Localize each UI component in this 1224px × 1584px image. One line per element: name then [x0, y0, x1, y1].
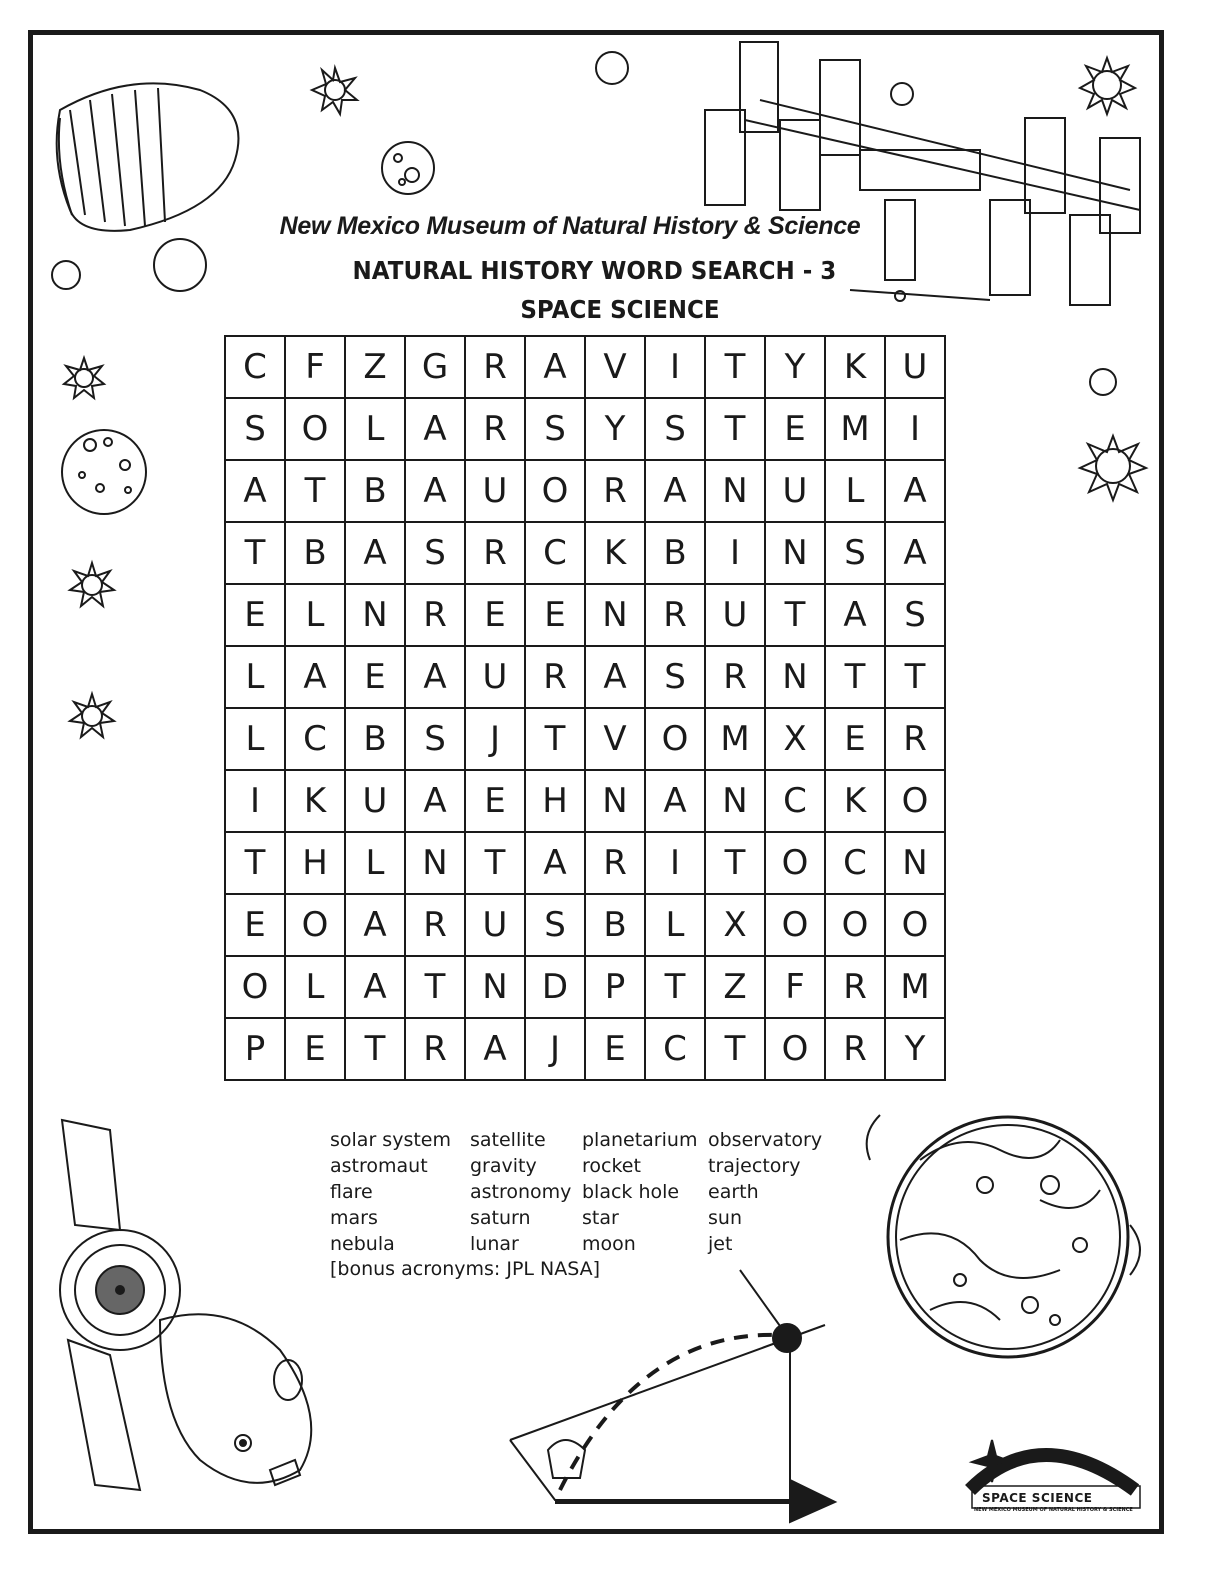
word-list-item: rocket	[582, 1155, 641, 1177]
grid-cell[interactable]: T	[466, 833, 526, 895]
grid-cell[interactable]: K	[826, 771, 886, 833]
grid-cell[interactable]: T	[526, 709, 586, 771]
grid-cell[interactable]: P	[586, 957, 646, 1019]
grid-cell[interactable]: L	[286, 585, 346, 647]
word-list-item: earth	[708, 1181, 759, 1203]
grid-cell[interactable]: N	[586, 771, 646, 833]
trajectory-diagram-icon	[510, 1270, 835, 1522]
moon-icon	[891, 83, 913, 105]
grid-cell[interactable]: B	[586, 895, 646, 957]
word-list-item: satellite	[470, 1129, 546, 1151]
grid-cell[interactable]: E	[346, 647, 406, 709]
grid-cell[interactable]: E	[526, 585, 586, 647]
grid-cell[interactable]: T	[226, 523, 286, 585]
grid-cell[interactable]: A	[406, 461, 466, 523]
grid-cell[interactable]: L	[286, 957, 346, 1019]
grid-cell[interactable]: T	[706, 399, 766, 461]
grid-cell[interactable]: C	[766, 771, 826, 833]
grid-cell[interactable]: S	[646, 399, 706, 461]
grid-cell[interactable]: A	[466, 1019, 526, 1081]
word-list-item: nebula	[330, 1233, 395, 1255]
grid-cell[interactable]: O	[886, 895, 946, 957]
bonus-acronyms: [bonus acronyms: JPL NASA]	[330, 1258, 601, 1280]
word-list-item: lunar	[470, 1233, 519, 1255]
grid-cell[interactable]: T	[766, 585, 826, 647]
grid-cell[interactable]: S	[226, 399, 286, 461]
grid-cell[interactable]: N	[706, 771, 766, 833]
moon-icon	[596, 52, 628, 84]
grid-cell[interactable]: T	[826, 647, 886, 709]
word-list-item: trajectory	[708, 1155, 801, 1177]
word-list	[330, 1128, 838, 1256]
grid-cell[interactable]: L	[226, 647, 286, 709]
grid-cell[interactable]: E	[226, 895, 286, 957]
grid-cell[interactable]: L	[346, 399, 406, 461]
grid-cell[interactable]: A	[406, 399, 466, 461]
grid-cell[interactable]: A	[406, 647, 466, 709]
grid-cell[interactable]: T	[226, 833, 286, 895]
grid-cell[interactable]: R	[586, 461, 646, 523]
grid-cell[interactable]: E	[286, 1019, 346, 1081]
grid-cell[interactable]: L	[226, 709, 286, 771]
grid-cell[interactable]: F	[766, 957, 826, 1019]
word-search-grid	[224, 335, 946, 1081]
grid-cell[interactable]: S	[526, 399, 586, 461]
grid-cell[interactable]: Z	[706, 957, 766, 1019]
grid-cell[interactable]: I	[646, 833, 706, 895]
grid-cell[interactable]: S	[646, 647, 706, 709]
grid-cell[interactable]: A	[526, 833, 586, 895]
satellite-icon	[60, 1120, 311, 1490]
grid-cell[interactable]: T	[706, 337, 766, 399]
logo-subtitle: NEW MEXICO MUSEUM OF NATURAL HISTORY & SCIENCE	[974, 1507, 1133, 1513]
grid-cell[interactable]: O	[286, 895, 346, 957]
grid-cell[interactable]: B	[346, 461, 406, 523]
grid-cell[interactable]: M	[706, 709, 766, 771]
grid-cell[interactable]: S	[406, 523, 466, 585]
grid-cell[interactable]: R	[826, 1019, 886, 1081]
grid-cell[interactable]: B	[646, 523, 706, 585]
grid-cell[interactable]: A	[346, 895, 406, 957]
grid-cell[interactable]: E	[466, 585, 526, 647]
grid-cell[interactable]: X	[766, 709, 826, 771]
grid-cell[interactable]: T	[406, 957, 466, 1019]
grid-cell[interactable]: S	[406, 709, 466, 771]
grid-cell[interactable]: L	[346, 833, 406, 895]
grid-cell[interactable]: D	[526, 957, 586, 1019]
word-list-item: observatory	[708, 1129, 823, 1151]
grid-cell[interactable]: A	[526, 337, 586, 399]
grid-cell[interactable]: F	[286, 337, 346, 399]
page-subtitle: SPACE SCIENCE	[520, 295, 720, 324]
grid-cell[interactable]: A	[346, 957, 406, 1019]
grid-cell[interactable]: O	[766, 1019, 826, 1081]
capsule-icon	[57, 83, 239, 231]
grid-cell[interactable]: X	[706, 895, 766, 957]
moon-icon	[154, 239, 206, 291]
grid-cell[interactable]: A	[346, 523, 406, 585]
grid-cell[interactable]: R	[706, 647, 766, 709]
grid-cell[interactable]: R	[826, 957, 886, 1019]
grid-cell[interactable]: K	[826, 337, 886, 399]
word-list-item: star	[582, 1207, 619, 1229]
grid-cell[interactable]: T	[346, 1019, 406, 1081]
grid-cell[interactable]: I	[706, 523, 766, 585]
grid-cell[interactable]: U	[466, 647, 526, 709]
word-list-item: astromaut	[330, 1155, 428, 1177]
grid-cell[interactable]: O	[526, 461, 586, 523]
grid-cell[interactable]: U	[346, 771, 406, 833]
grid-cell[interactable]: O	[226, 957, 286, 1019]
grid-cell[interactable]: N	[766, 523, 826, 585]
grid-cell[interactable]: N	[706, 461, 766, 523]
word-list-item: jet	[708, 1233, 733, 1255]
grid-cell[interactable]: T	[706, 833, 766, 895]
grid-cell[interactable]: J	[526, 1019, 586, 1081]
grid-cell[interactable]: N	[766, 647, 826, 709]
grid-cell[interactable]: C	[526, 523, 586, 585]
grid-cell[interactable]: A	[886, 461, 946, 523]
grid-cell[interactable]: A	[826, 585, 886, 647]
grid-cell[interactable]: T	[886, 647, 946, 709]
grid-cell[interactable]: I	[646, 337, 706, 399]
grid-cell[interactable]: S	[526, 895, 586, 957]
grid-cell[interactable]: I	[886, 399, 946, 461]
grid-cell[interactable]: A	[886, 523, 946, 585]
grid-cell[interactable]: O	[766, 895, 826, 957]
grid-cell[interactable]: Y	[586, 399, 646, 461]
grid-cell[interactable]: E	[226, 585, 286, 647]
grid-cell[interactable]: C	[826, 833, 886, 895]
grid-cell[interactable]: I	[226, 771, 286, 833]
grid-cell[interactable]: L	[646, 895, 706, 957]
grid-cell[interactable]: H	[286, 833, 346, 895]
grid-cell[interactable]: S	[826, 523, 886, 585]
grid-cell[interactable]: R	[466, 337, 526, 399]
star-burst-icon	[64, 358, 114, 737]
planet-icon	[382, 142, 434, 194]
word-list-item: saturn	[470, 1207, 531, 1229]
grid-cell[interactable]: N	[886, 833, 946, 895]
grid-cell[interactable]: R	[526, 647, 586, 709]
grid-cell[interactable]: R	[586, 833, 646, 895]
grid-cell[interactable]: T	[286, 461, 346, 523]
word-list-item: black hole	[582, 1181, 680, 1203]
grid-cell[interactable]: R	[886, 709, 946, 771]
grid-cell[interactable]: N	[586, 585, 646, 647]
planet-icon	[62, 430, 146, 514]
grid-cell[interactable]: A	[406, 771, 466, 833]
grid-cell[interactable]: R	[466, 523, 526, 585]
grid-cell[interactable]: H	[526, 771, 586, 833]
grid-cell[interactable]: C	[226, 337, 286, 399]
grid-cell[interactable]: T	[646, 957, 706, 1019]
grid-cell[interactable]: N	[406, 833, 466, 895]
grid-cell[interactable]: T	[706, 1019, 766, 1081]
grid-cell[interactable]: R	[466, 399, 526, 461]
grid-cell[interactable]: Z	[346, 337, 406, 399]
grid-cell[interactable]: O	[286, 399, 346, 461]
grid-cell[interactable]: A	[646, 461, 706, 523]
grid-cell[interactable]: Y	[766, 337, 826, 399]
word-list-item: flare	[330, 1181, 373, 1203]
grid-cell[interactable]: O	[646, 709, 706, 771]
word-list-item: planetarium	[582, 1129, 698, 1151]
grid-cell[interactable]: A	[286, 647, 346, 709]
word-list-item: gravity	[470, 1155, 537, 1177]
star-burst-icon	[312, 68, 357, 114]
grid-cell[interactable]: R	[406, 895, 466, 957]
grid-cell[interactable]: P	[226, 1019, 286, 1081]
grid-cell[interactable]: M	[886, 957, 946, 1019]
grid-cell[interactable]: O	[766, 833, 826, 895]
grid-cell[interactable]: O	[886, 771, 946, 833]
word-list-item: solar system	[330, 1129, 451, 1151]
museum-name: New Mexico Museum of Natural History & Science	[279, 212, 861, 240]
grid-cell[interactable]: R	[406, 1019, 466, 1081]
grid-cell[interactable]: C	[646, 1019, 706, 1081]
grid-cell[interactable]: A	[226, 461, 286, 523]
grid-cell[interactable]: C	[286, 709, 346, 771]
moon-icon	[1090, 369, 1116, 395]
page-title: NATURAL HISTORY WORD SEARCH - 3	[352, 256, 837, 285]
grid-cell[interactable]: B	[346, 709, 406, 771]
grid-cell[interactable]: M	[826, 399, 886, 461]
grid-cell[interactable]: N	[466, 957, 526, 1019]
grid-cell[interactable]: U	[466, 895, 526, 957]
grid-cell[interactable]: L	[826, 461, 886, 523]
grid-cell[interactable]: O	[826, 895, 886, 957]
grid-cell[interactable]: U	[466, 461, 526, 523]
grid-cell[interactable]: U	[886, 337, 946, 399]
grid-cell[interactable]: J	[466, 709, 526, 771]
grid-cell[interactable]: B	[286, 523, 346, 585]
word-list-item: astronomy	[470, 1181, 572, 1203]
grid-cell[interactable]: V	[586, 337, 646, 399]
logo-name: SPACE SCIENCE	[982, 1491, 1093, 1505]
word-list-item: mars	[330, 1207, 378, 1229]
grid-cell[interactable]: A	[646, 771, 706, 833]
moon-icon	[52, 261, 80, 289]
grid-cell[interactable]: G	[406, 337, 466, 399]
sun-icon	[1080, 58, 1146, 500]
grid-cell[interactable]: E	[466, 771, 526, 833]
planet-icon	[867, 1115, 1140, 1357]
grid-cell[interactable]: Y	[886, 1019, 946, 1081]
grid-cell[interactable]: V	[586, 709, 646, 771]
grid-cell[interactable]: U	[766, 461, 826, 523]
grid-cell[interactable]: A	[586, 647, 646, 709]
grid-cell[interactable]: K	[286, 771, 346, 833]
grid-cell[interactable]: U	[706, 585, 766, 647]
grid-cell[interactable]: S	[886, 585, 946, 647]
grid-cell[interactable]: R	[406, 585, 466, 647]
grid-cell[interactable]: E	[826, 709, 886, 771]
grid-cell[interactable]: E	[586, 1019, 646, 1081]
grid-cell[interactable]: R	[646, 585, 706, 647]
grid-cell[interactable]: K	[586, 523, 646, 585]
word-list-item: sun	[708, 1207, 742, 1229]
word-list-item: moon	[582, 1233, 636, 1255]
grid-cell[interactable]: N	[346, 585, 406, 647]
grid-cell[interactable]: E	[766, 399, 826, 461]
